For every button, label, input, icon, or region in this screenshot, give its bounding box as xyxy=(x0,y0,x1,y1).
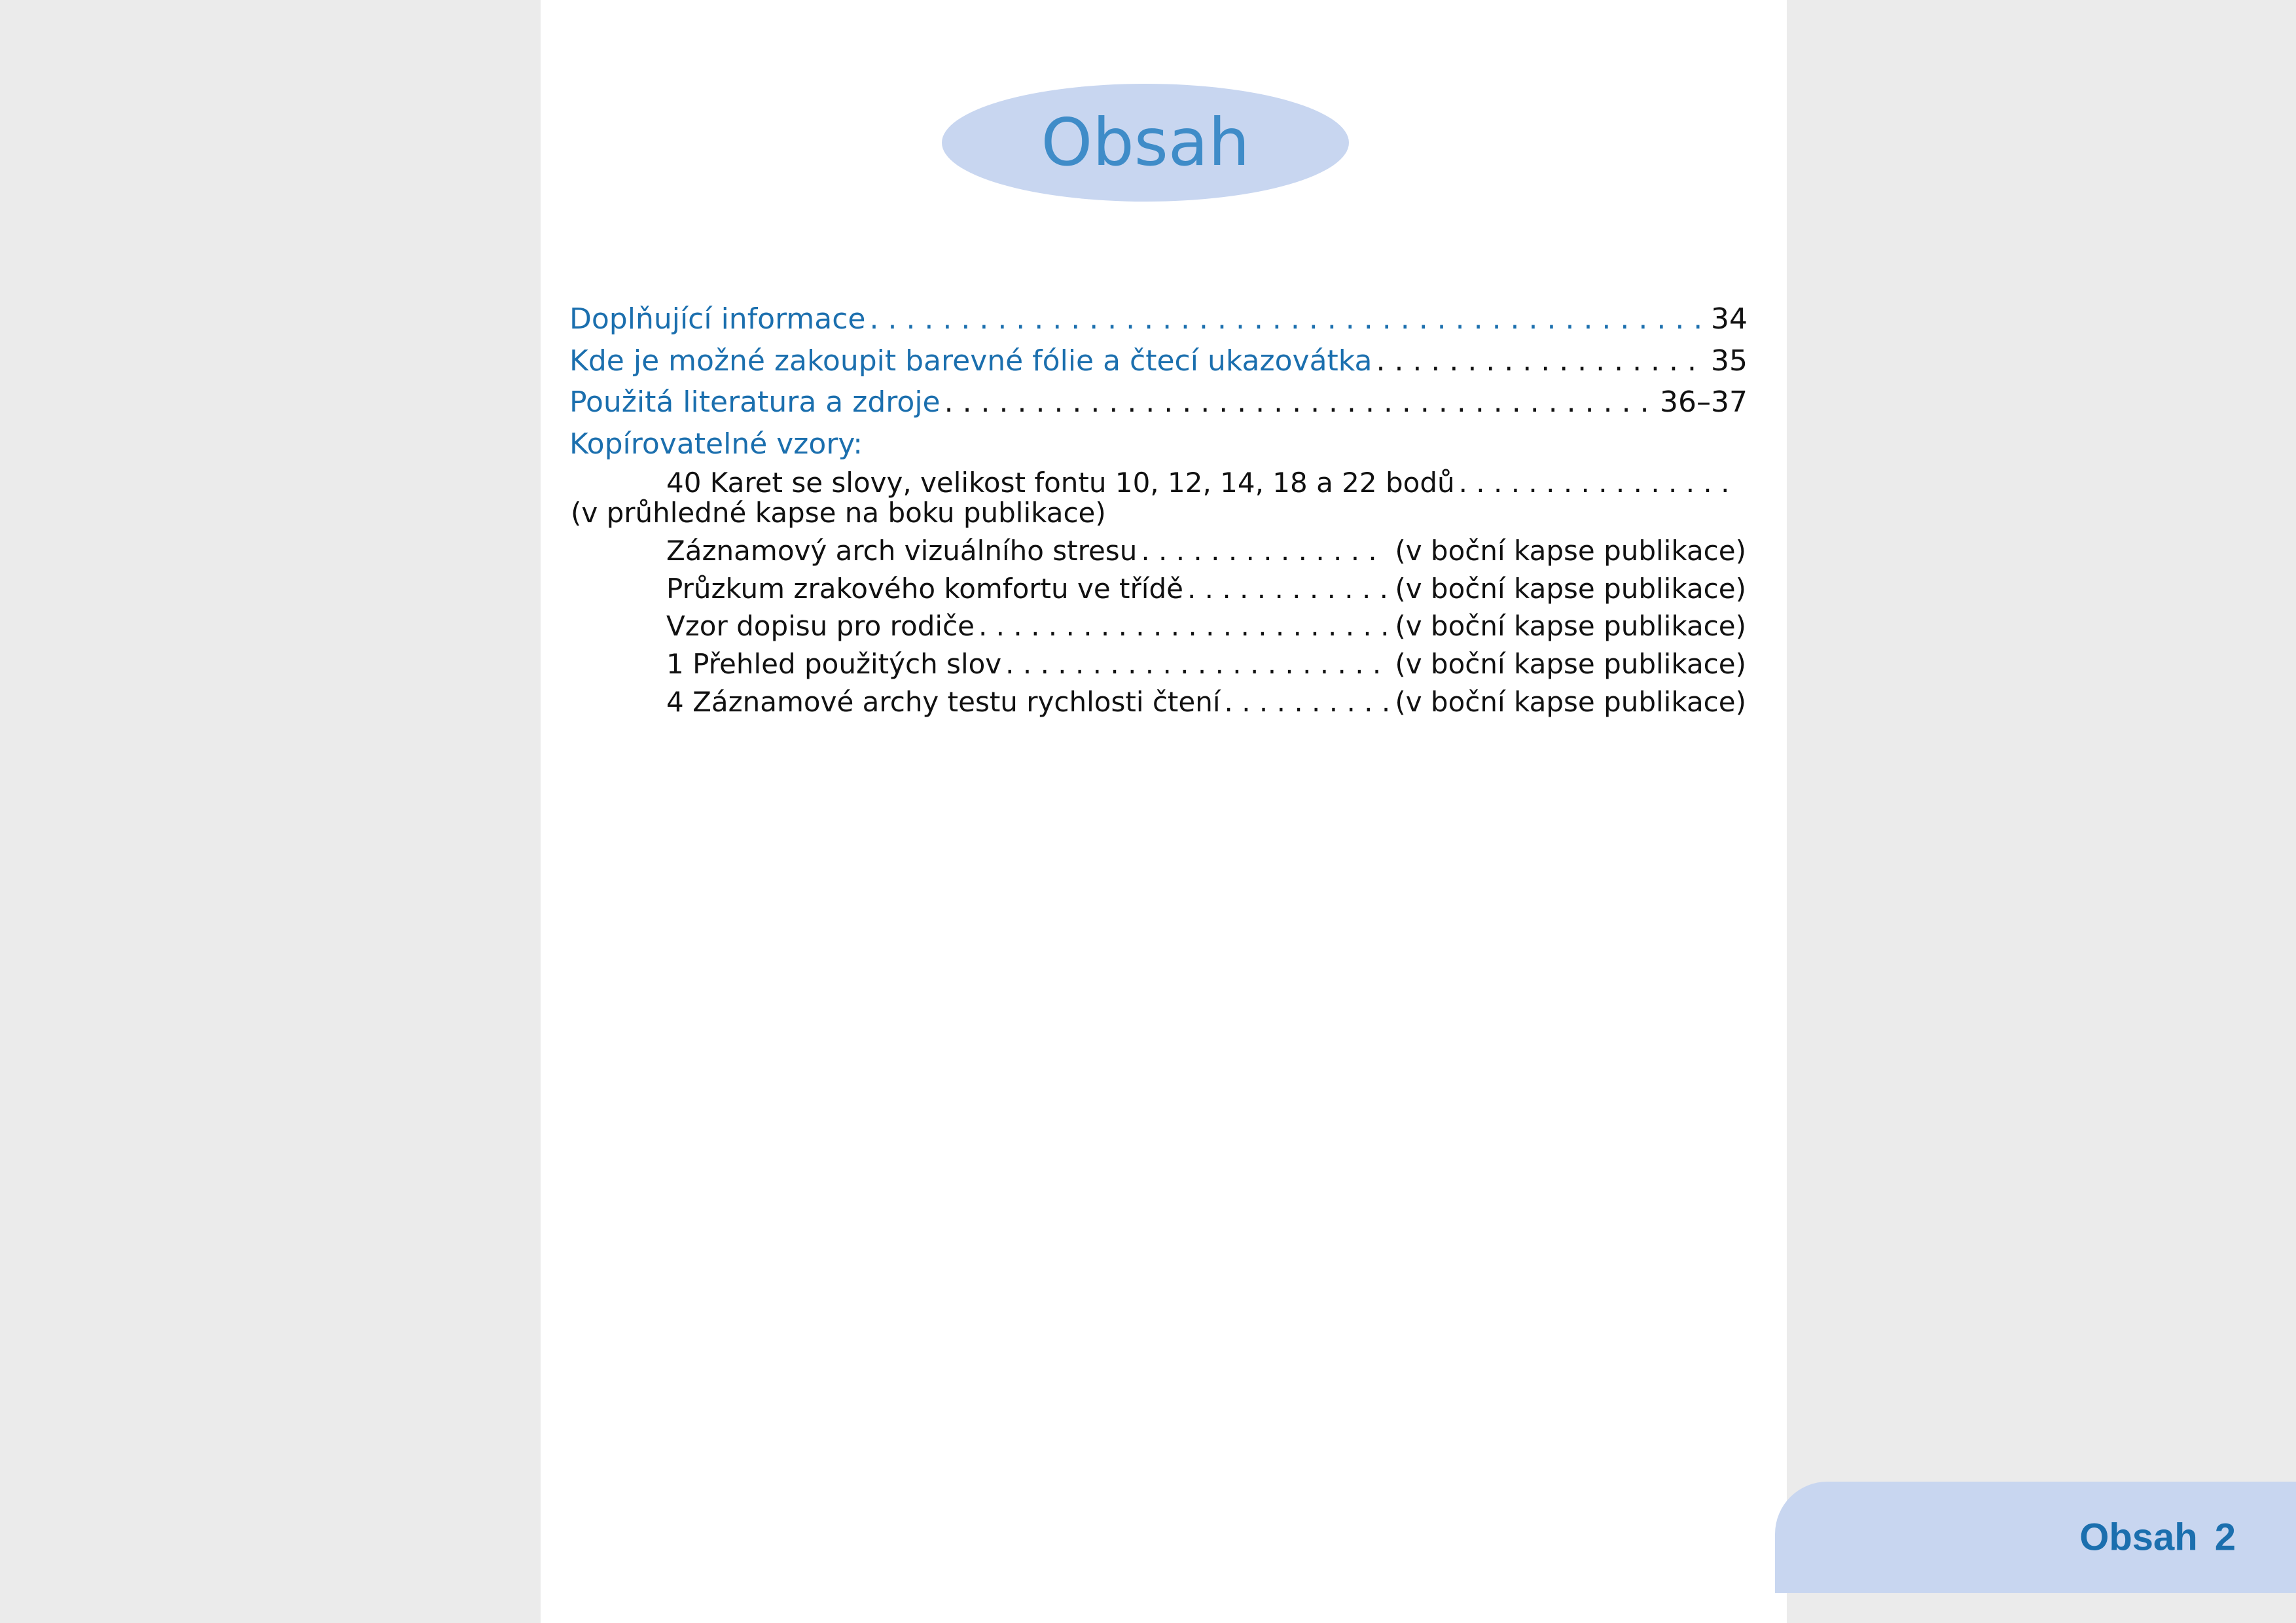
dot-leader xyxy=(1005,645,1388,684)
dot-leader xyxy=(870,300,1704,339)
dot-leader xyxy=(944,383,1653,422)
dot-leader xyxy=(1459,463,1740,503)
template-entry-label: Průzkum zrakového komfortu ve třídě xyxy=(666,573,1183,605)
section-tab-label xyxy=(2079,1516,2236,1560)
page-number: 2 xyxy=(2214,1516,2236,1559)
template-entry[interactable] xyxy=(666,683,1746,722)
template-entry-location: (v boční kapse publikace) xyxy=(1395,686,1746,718)
template-entry-location: (v průhledné kapse na boku publikace) xyxy=(571,497,1106,529)
template-entry-label: Záznamový arch vizuálního stresu xyxy=(666,535,1138,567)
template-entry[interactable] xyxy=(666,531,1746,571)
template-entry-label: Vzor dopisu pro rodiče xyxy=(666,610,975,642)
dot-leader xyxy=(1376,342,1704,381)
toc-entry[interactable] xyxy=(569,300,1748,339)
template-entry-label: 4 Záznamové archy testu rychlosti čtení xyxy=(666,686,1221,718)
template-entry-location: (v boční kapse publikace) xyxy=(1395,610,1746,642)
template-entry[interactable] xyxy=(666,569,1746,609)
toc-section-heading xyxy=(569,425,1748,464)
footer-section-name: Obsah xyxy=(2079,1516,2198,1559)
template-entry[interactable] xyxy=(666,607,1746,646)
dot-leader xyxy=(1187,569,1388,609)
section-tab xyxy=(1775,1482,2296,1593)
dot-leader xyxy=(1225,683,1389,722)
page-title: Obsah xyxy=(1041,104,1250,181)
toc-entry-page: 35 xyxy=(1711,344,1748,378)
dot-leader xyxy=(1141,531,1388,571)
template-entry-label: 40 Karet se slovy, velikost fontu 10, 12, 14, 18 a 22 bodů xyxy=(666,467,1455,499)
template-entry-location: (v boční kapse publikace) xyxy=(1395,648,1746,680)
toc-entry-label: Doplňující informace xyxy=(569,302,866,336)
toc-entry-label: Kopírovatelné vzory: xyxy=(569,427,863,461)
toc-entry-page: 36–37 xyxy=(1660,385,1748,419)
template-entry-location: (v boční kapse publikace) xyxy=(1395,535,1746,567)
toc-entry-page: 34 xyxy=(1711,302,1748,336)
dot-leader xyxy=(978,607,1388,646)
title-badge xyxy=(942,84,1349,202)
toc-entry-label: Použitá literatura a zdroje xyxy=(569,385,941,419)
toc-entry[interactable] xyxy=(569,383,1748,422)
toc-entry[interactable] xyxy=(569,342,1748,381)
template-entry-label: 1 Přehled použitých slov xyxy=(666,648,1002,680)
document-page xyxy=(541,0,1787,1623)
toc-entry-label: Kde je možné zakoupit barevné fólie a čtecí ukazovátka xyxy=(569,344,1372,378)
template-entry[interactable] xyxy=(666,645,1746,684)
template-entry-location: (v boční kapse publikace) xyxy=(1395,573,1746,605)
